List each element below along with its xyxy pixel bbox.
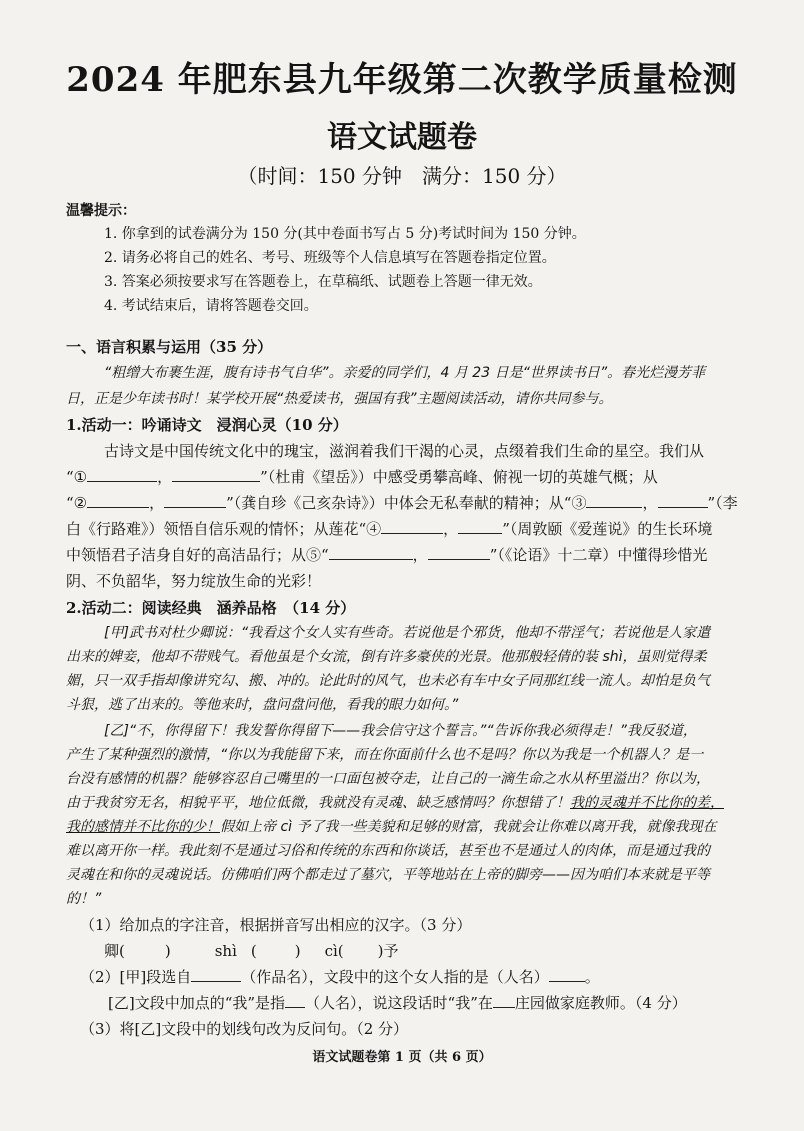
- passage-yi-line: 由于我贫穷无名，相貌平平，地位低微，我就没有灵魂、缺乏感情吗？你想错了！我的灵魂并不比你的差，: [66, 795, 724, 811]
- section-intro-line: “粗缯大布裹生涯，腹有诗书气自华”。亲爱的同学们，4 月 23 日是“世界读书日”。春光烂漫芳菲: [104, 365, 706, 381]
- blank-4a[interactable]: [381, 519, 443, 534]
- tips-heading: 温馨提示：: [66, 203, 136, 219]
- activity1-line: “① ， ”（杜甫《望岳》）中感受勇攀高峰、俯视一切的英雄气概；从: [66, 468, 658, 486]
- activity1-line: 古诗文是中国传统文化中的瑰宝，滋润着我们干渴的心灵，点缀着我们生命的星空。我们从: [104, 442, 705, 460]
- blank-1a[interactable]: [87, 467, 157, 482]
- blank-5a[interactable]: [329, 545, 413, 560]
- blank-manor[interactable]: [493, 993, 515, 1008]
- activity2-heading: 2.活动二：阅读经典 涵养品格 （14 分）: [66, 599, 356, 617]
- blank-5b[interactable]: [428, 545, 490, 560]
- passage-yi-line: 的！”: [66, 891, 102, 907]
- passage-jia-line: 媚，只一双手指却像讲究勾、搬、冲的。论此时的风气，也未必有车中女子同那红线一流人。却怕是负气: [66, 673, 710, 689]
- activity1-heading: 1.活动一：吟诵诗文 浸润心灵（10 分）: [66, 416, 348, 434]
- blank-3a[interactable]: [586, 493, 642, 508]
- question-3: （3）将[乙]文段中的划线句改为反问句。（2 分）: [80, 1020, 409, 1038]
- blank-person-name[interactable]: [549, 967, 585, 982]
- blank-wo-name[interactable]: [285, 993, 305, 1008]
- underlined-sentence: 我的灵魂并不比你的差，: [570, 795, 724, 811]
- section-heading: 一、语言积累与运用（35 分）: [66, 338, 273, 356]
- passage-yi-line: 台没有感情的机器？能够容忍自己嘴里的一口面包被夺走，让自己的一滴生命之水从杯里溢出？你以为，: [66, 771, 710, 787]
- section-intro-line: 日，正是少年读书时！某学校开展“热爱读书，强国有我”主题阅读活动，请你共同参与。: [66, 391, 613, 407]
- tip-item: 1. 你拿到的试卷满分为 150 分(其中卷面书写占 5 分)考试时间为 150 分钟。: [104, 226, 586, 242]
- passage-yi-line: 产生了某种强烈的激情，“你以为我能留下来，而在你面前什么也不是吗？你以为我是一个机器人？是一: [66, 747, 704, 763]
- activity1-line: 白《行路难》）领悟自信乐观的情怀；从莲花“④ ， ”（周敦颐《爱莲说》的生长环境: [66, 520, 713, 538]
- passage-yi-line: [乙]“不，你得留下！我发誓你得留下——我会信守这个誓言。”“告诉你我必须得走！”我反驳道，: [104, 723, 697, 739]
- blank-4b[interactable]: [458, 519, 502, 534]
- page-footer: 语文试题卷第 1 页（共 6 页）: [312, 1050, 492, 1065]
- passage-jia-line: [甲]武书对杜少卿说：“我看这个女人实有些奇。若说他是个邪货，他却不带淫气；若说他是人家遣: [104, 625, 711, 641]
- passage-yi-line: 难以离开你一样。我此刻不是通过习俗和传统的东西和你谈话，甚至也不是通过人的肉体，而是通过我的: [66, 843, 710, 859]
- question-2b: [乙]文段中加点的“我”是指 （人名），说这段话时“我”在 庄园做家庭教师。（4 分）: [108, 994, 687, 1012]
- blank-2b[interactable]: [164, 493, 226, 508]
- exam-subtitle: 语文试题卷: [327, 120, 477, 155]
- exam-title: 2024 年肥东县九年级第二次教学质量检测: [66, 60, 738, 100]
- question-1: （1）给加点的字注音，根据拼音写出相应的汉字。（3 分）: [80, 916, 472, 934]
- passage-jia-line: 出来的婢妾，他却不带贱气。看他虽是个女流，倒有许多豪侠的光景。他那般轻倩的装 shì，虽则觉得柔: [66, 649, 707, 665]
- blank-work-title[interactable]: [191, 967, 241, 982]
- activity1-line: 阴、不负韶华，努力绽放生命的光彩！: [66, 572, 322, 590]
- blank-1b[interactable]: [172, 467, 260, 482]
- tip-item: 4. 考试结束后，请将答题卷交回。: [104, 298, 318, 314]
- passage-yi-line: 灵魂在和你的灵魂说话。仿佛咱们两个都走过了墓穴，平等地站在上帝的脚旁——因为咱们本来就是平等: [66, 867, 710, 883]
- tip-item: 2. 请务必将自己的姓名、考号、班级等个人信息填写在答题卷指定位置。: [104, 250, 556, 266]
- question-2: （2）[甲]段选自 （作品名），文段中的这个女人指的是（人名） 。: [80, 968, 600, 986]
- exam-time-info: （时间：150 分钟 满分：150 分）: [237, 164, 567, 188]
- blank-3b[interactable]: [658, 493, 708, 508]
- activity1-line: “② ， ”（龚自珍《己亥杂诗》）中体会无私奉献的精神；从“③ ， ”（李: [66, 494, 738, 512]
- activity1-line: 中领悟君子洁身自好的高洁品行；从⑤“ ， ”（《论语》十二章）中懂得珍惜光: [66, 546, 708, 564]
- tip-item: 3. 答案必须按要求写在答题卷上，在草稿纸、试题卷上答题一律无效。: [104, 274, 542, 290]
- passage-yi-line: 我的感情并不比你的少！假如上帝 cì 予了我一些美貌和足够的财富，我就会让你难以离开我，就像我现在: [66, 819, 717, 835]
- blank-2a[interactable]: [87, 493, 149, 508]
- passage-jia-line: 斗狠，逃了出来的。等他来时，盘问盘问他，看我的眼力如何。”: [66, 697, 459, 713]
- question-1-items: 卿( ) shì ( ) cì( )予: [104, 942, 399, 960]
- underlined-sentence: 我的感情并不比你的少！: [66, 819, 220, 835]
